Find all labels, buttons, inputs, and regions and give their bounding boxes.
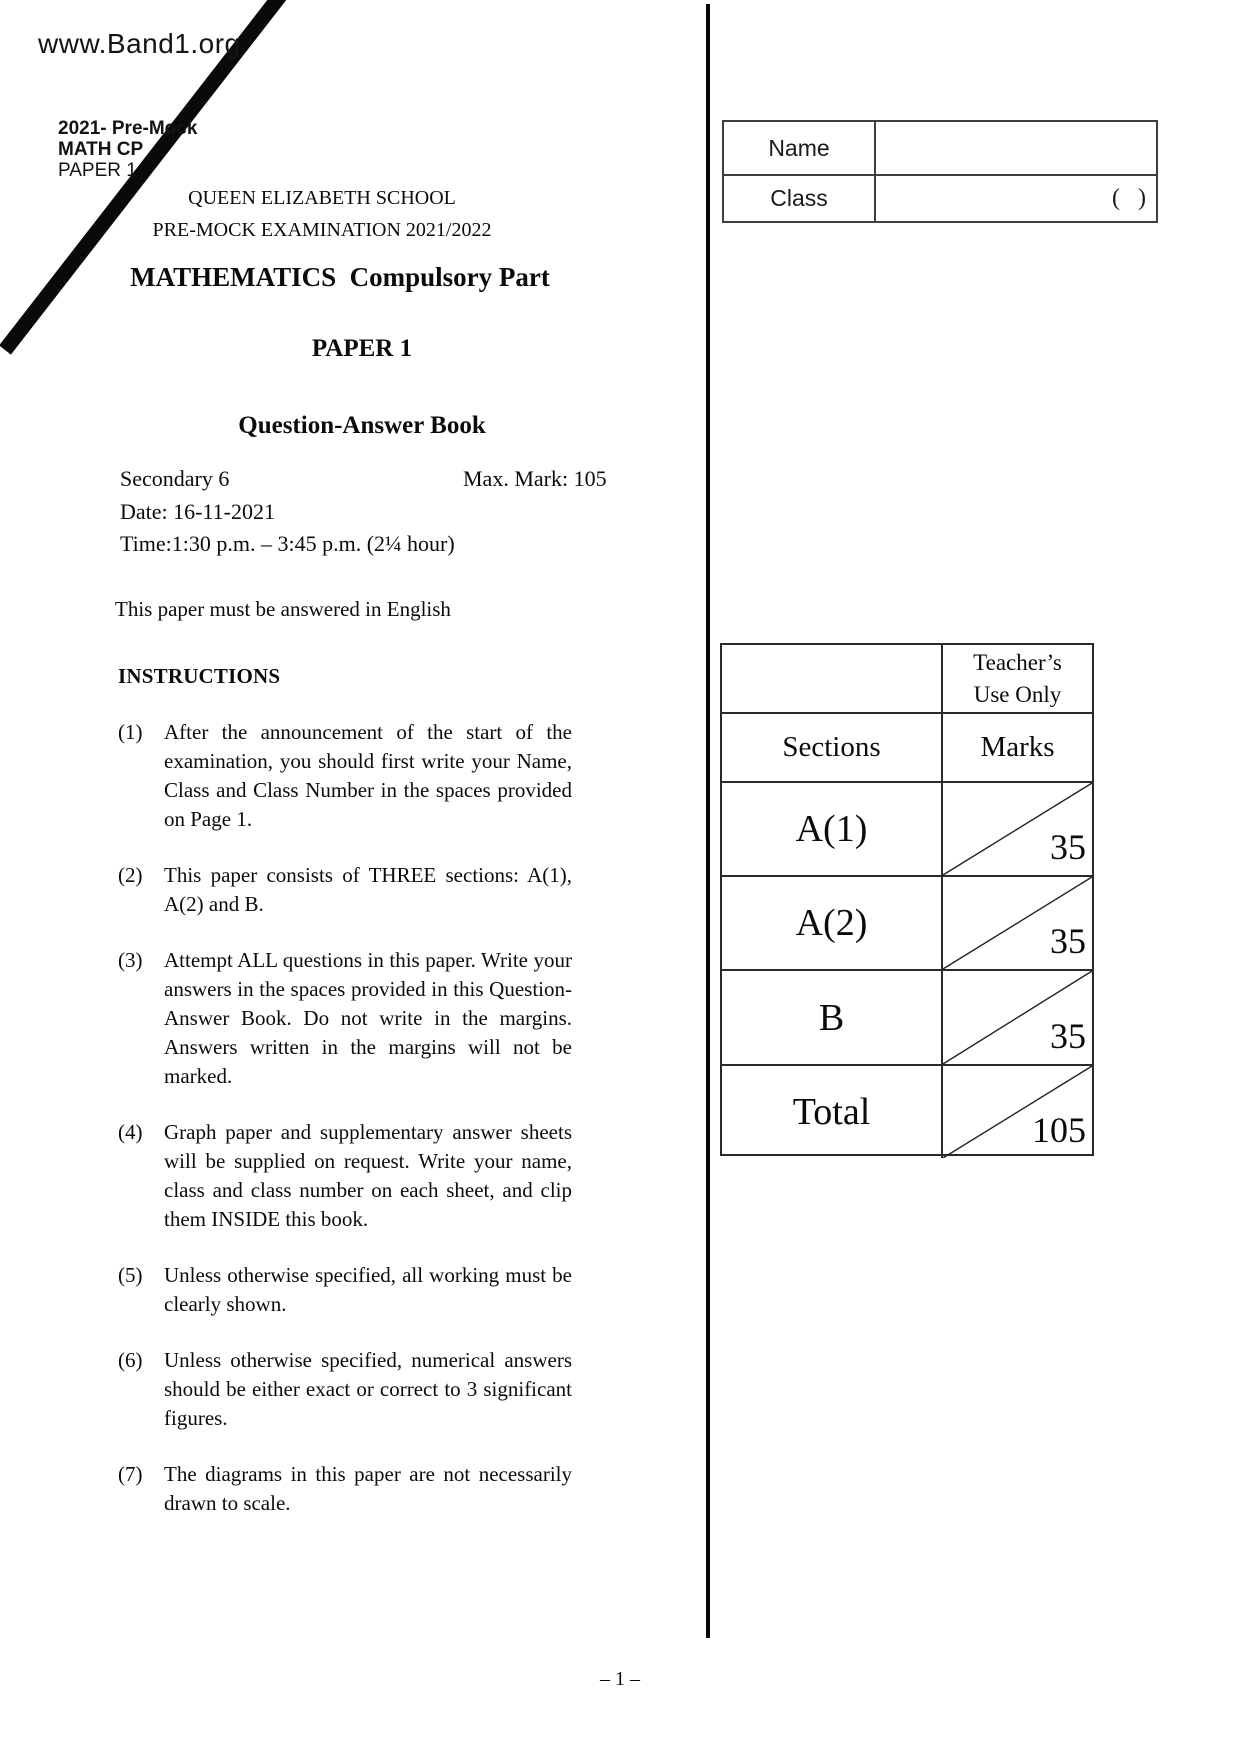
instruction-text: After the announcement of the start of the examination, you should first write your Name, Class and Class Number in the spaces provided on Page 1. <box>164 720 572 831</box>
subject-title: MATHEMATICS Compulsory Part <box>130 262 550 292</box>
column-divider-line <box>706 4 710 1638</box>
instruction-text: Graph paper and supplementary answer sheets will be supplied on request. Write your name, class and class number on each sheet, and clip them INSIDE this book. <box>164 1120 572 1231</box>
instruction-item <box>118 861 574 919</box>
sections-header: Sections <box>722 712 941 781</box>
instruction-item <box>118 1261 574 1319</box>
instruction-item <box>118 1460 574 1518</box>
instruction-text: Attempt ALL questions in this paper. Write your answers in the spaces provided in this Question-Answer Book. Do not write in the margins. Answers written in the margins will not be marked. <box>164 948 572 1088</box>
time-label: Time:1:30 p.m. – 3:45 p.m. (2¼ hour) <box>120 531 455 556</box>
instructions-list <box>118 718 574 1545</box>
paper-title: PAPER 1 <box>311 335 413 362</box>
name-label: Name <box>768 134 830 161</box>
instruction-number: (1) <box>118 720 143 744</box>
instruction-item <box>118 1346 574 1433</box>
section-cell: B <box>722 969 941 1064</box>
instruction-number: (6) <box>118 1348 143 1372</box>
page-number: – 1 – <box>600 1668 640 1690</box>
instruction-item <box>118 946 574 1091</box>
instruction-number: (7) <box>118 1462 143 1486</box>
watermark-url: www.Band1.org <box>38 28 241 59</box>
instruction-number: (3) <box>118 948 143 972</box>
instruction-number: (5) <box>118 1263 143 1287</box>
marks-cell <box>941 969 1092 1064</box>
instruction-text: The diagrams in this paper are not necessarily drawn to scale. <box>164 1462 572 1515</box>
mark-value: 35 <box>1050 921 1086 961</box>
section-cell: A(2) <box>722 875 941 969</box>
mark-value: 35 <box>1050 1016 1086 1056</box>
teacher-use-only-line1: Teacher’s <box>973 649 1062 675</box>
name-class-table <box>722 120 1158 223</box>
corner-subject-label: MATH CP <box>58 139 144 160</box>
school-name: QUEEN ELIZABETH SCHOOL <box>188 187 456 209</box>
language-note: This paper must be answered in English <box>115 597 451 621</box>
teacher-use-only-line2: Use Only <box>973 681 1062 707</box>
class-label: Class <box>724 174 874 221</box>
max-mark-label: Max. Mark: 105 <box>463 466 607 491</box>
section-cell: A(1) <box>722 781 941 875</box>
corner-block <box>58 118 197 181</box>
date-label: Date: 16-11-2021 <box>120 499 275 524</box>
teacher-use-only-label <box>941 645 1092 712</box>
mark-value: 35 <box>1050 827 1086 867</box>
instructions-title: INSTRUCTIONS <box>118 664 281 688</box>
marks-cell <box>941 875 1092 969</box>
name-value-cell <box>874 122 1156 174</box>
instruction-number: (2) <box>118 863 143 887</box>
corner-session-label: 2021- Pre-Mock <box>58 118 198 139</box>
instruction-number: (4) <box>118 1120 143 1144</box>
instruction-text: Unless otherwise specified, all working must be clearly shown. <box>164 1263 572 1316</box>
instruction-item <box>118 718 574 834</box>
marks-header: Marks <box>941 712 1092 781</box>
mark-value: 105 <box>1032 1110 1086 1150</box>
teacher-use-only-table <box>720 643 1094 1156</box>
corner-paper-label: PAPER 1 <box>58 160 137 181</box>
section-cell: Total <box>722 1064 941 1158</box>
marks-cell <box>941 1064 1092 1158</box>
instruction-text: Unless otherwise specified, numerical answers should be either exact or correct to 3 significant figures. <box>164 1348 572 1430</box>
empty-header-cell <box>722 645 941 712</box>
instruction-text: This paper consists of THREE sections: A(1), A(2) and B. <box>164 863 572 916</box>
instruction-item <box>118 1118 574 1234</box>
exam-title: PRE-MOCK EXAMINATION 2021/2022 <box>152 219 492 241</box>
book-title: Question-Answer Book <box>238 412 486 439</box>
marks-cell <box>941 781 1092 875</box>
level-label: Secondary 6 <box>120 466 230 491</box>
class-number-parentheses: (​ ) <box>874 174 1156 221</box>
